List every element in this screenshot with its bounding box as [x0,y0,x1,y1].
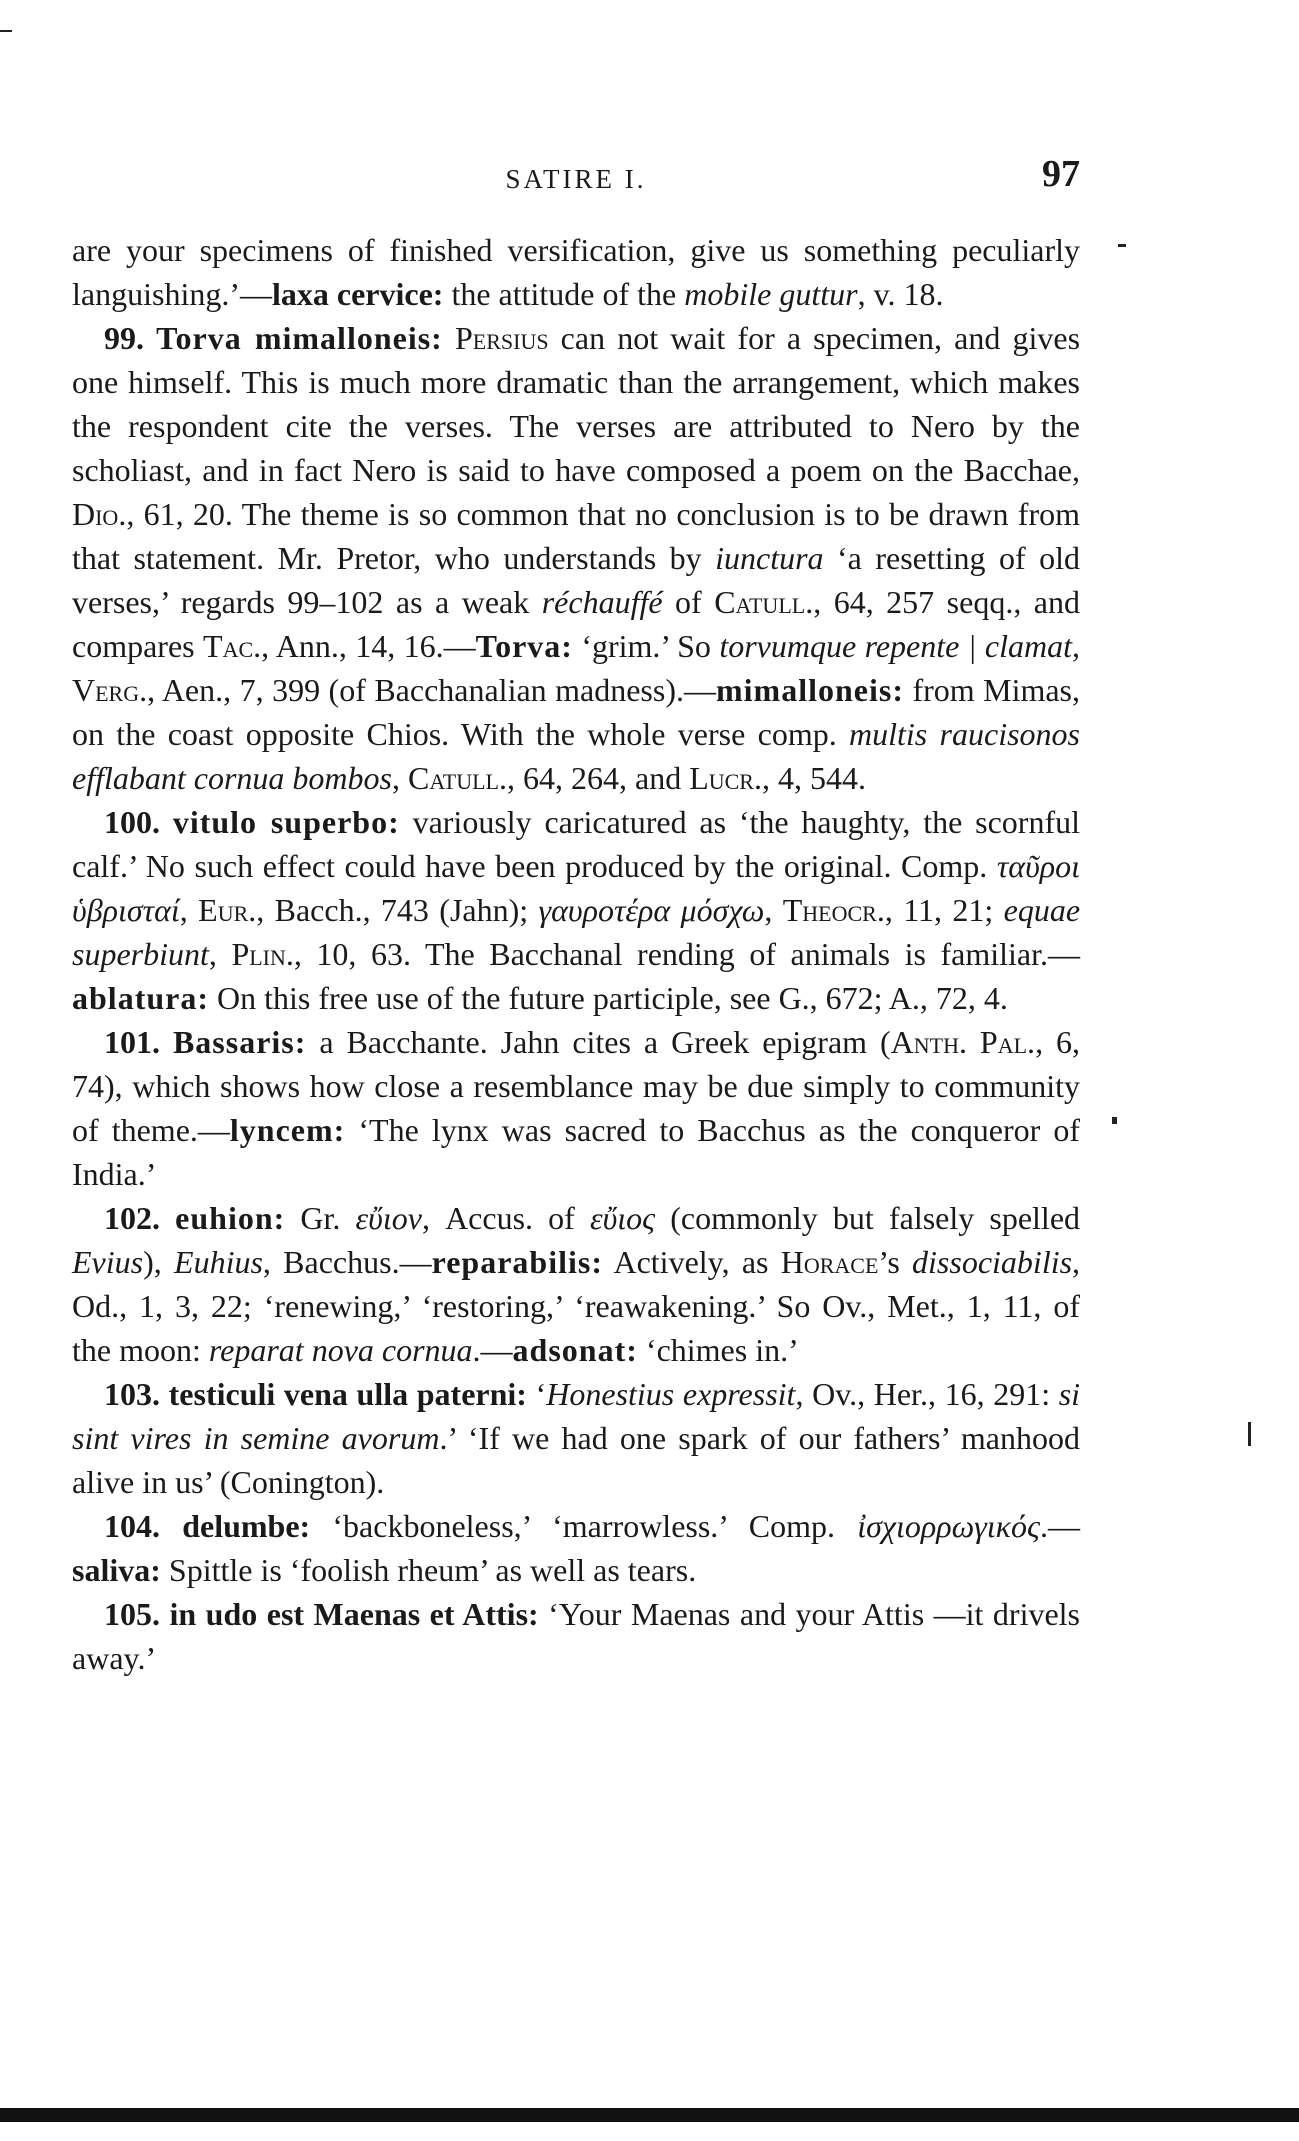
text-run: Actively, as [602,1244,781,1280]
author-name: Theocr. [782,892,885,928]
lemma: euhion: [175,1200,286,1236]
running-head [72,150,1080,200]
greek-citation: ἰσχιορρωγικός [857,1508,1041,1544]
note-number: 104. [104,1508,160,1544]
text-run: , Ann., 14, 16.— [261,628,476,664]
author-name: Catull. [714,584,814,620]
note-number: 99. [104,320,144,356]
text-run: ‘The lynx was sacred to Bacchus as the conqueror of India.’ [72,1112,1081,1192]
text-run: , 61, 20. The theme is so common that no conclusion is to be drawn from that statement. Mr. Pretor, who understands by [72,496,1080,576]
text-run: Spittle is ‘foolish rheum’ as well as tears. [160,1552,697,1588]
text-run: .— [1040,1508,1081,1544]
text-run: ’s [878,1244,913,1280]
note-103 [72,1372,1080,1504]
text-run: , v. 18. [857,276,944,312]
text-run: , 11, 21; [884,892,1004,928]
continued-paragraph [72,228,1080,316]
citation: dissociabilis [912,1244,1073,1280]
note-105 [72,1592,1080,1680]
lemma: lyncem: [229,1112,346,1148]
text-run: the attitude of the [443,276,685,312]
citation: Euhius [174,1244,263,1280]
text-run: are your specimens of finished versification, give us something peculiarly languishing.’— [72,232,1080,312]
author-name: Lucr. [689,760,762,796]
text-run: (commonly but falsely spelled [655,1200,1081,1236]
lemma: testiculi vena ulla paterni: [168,1376,527,1412]
text-run: from Mimas, on the coast opposite Chios. With the whole verse comp. [72,672,1080,752]
text-run: , 10, 63. The Bacchanal rending of animals is familiar.— [293,936,1081,972]
text-run: .— [472,1332,513,1368]
author-name: Dio. [72,496,127,532]
text-run: , [208,936,232,972]
margin-mark [0,30,12,32]
author-name: Catull. [407,760,507,796]
citation: Evius [72,1244,144,1280]
text-run: Gr. [285,1200,356,1236]
text-run: , 6, 74), which shows how close a resemblance may be due simply to community of theme.— [72,1024,1081,1148]
note-99 [72,316,1080,800]
lemma: Torva: [475,628,573,664]
text-run: On this free use of the future participle, see G., 672; A., 72, 4. [209,980,1008,1016]
text-run: , 64, 257 seqq., and compares [72,584,1081,664]
author-name: Anth. Pal. [890,1024,1036,1060]
text-run: , Ov., Her., 16, 291: [795,1376,1059,1412]
author-name: Persius [454,320,549,356]
lemma: adsonat: [512,1332,638,1368]
author-name: Horace [780,1244,879,1280]
text-run: , Bacchus.— [262,1244,432,1280]
greek-citation: εὔιος [589,1200,656,1236]
citation: si sint vires in semine avorum [72,1376,1081,1456]
author-name: Plin. [231,936,294,972]
citation: mobile guttur [684,276,858,312]
greek-citation: γαυροτέρα μόσχω [538,892,765,928]
text-run: , Aen., 7, 399 (of Bacchanalian madness).— [147,672,716,708]
running-title: SATIRE I. [505,164,647,194]
citation: réchauffé [541,584,663,620]
citation: equae superbiunt [72,892,1081,972]
author-name: Eur. [198,892,257,928]
text-run: .’ ‘If we had one spark of our fathers’ manhood alive in us’ (Conington). [72,1420,1081,1500]
lemma: saliva: [72,1552,161,1588]
page-number: 97 [1042,153,1080,195]
text-run: ‘backboneless,’ ‘marrowless.’ Comp. [310,1508,858,1544]
text-run: , Accus. of [421,1200,590,1236]
text-run: , [764,892,783,928]
note-101 [72,1020,1080,1196]
text-run: ‘ [526,1376,547,1412]
citation: torvumque repente | clamat [719,628,1073,664]
citation: reparat nova cornua [208,1332,473,1368]
text-run: ), [143,1244,175,1280]
note-number: 105. [104,1596,160,1632]
text-run: , 4, 544. [761,760,866,796]
lemma: vitulo superbo: [172,804,400,840]
note-number: 100. [104,804,160,840]
note-number: 101. [104,1024,160,1060]
text-run: ‘chimes in.’ [637,1332,799,1368]
lemma: delumbe: [182,1508,311,1544]
text-run: , Bacch., 743 (Jahn); [256,892,539,928]
citation: iunctura [715,540,824,576]
greek-citation: εὔιον [355,1200,422,1236]
author-name: Tac. [203,628,262,664]
citation: multis raucisonos efflabant cornua bombos [72,716,1081,796]
commentary-text [72,228,1080,1680]
lemma: ablatura: [72,980,209,1016]
bottom-rule [0,2108,1299,2122]
text-run: of [662,584,715,620]
lemma: mimalloneis: [715,672,904,708]
text-run: a Bacchante. Jahn cites a Greek epigram ( [306,1024,891,1060]
margin-mark [1112,1117,1117,1124]
text-run: , [179,892,199,928]
text-run: , 64, 264, and [506,760,690,796]
lemma: laxa cervice: [271,276,444,312]
text-run: , [1072,628,1081,664]
greek-citation: ταῦροι ὑβρισταί [72,848,1080,928]
note-number: 102. [104,1200,160,1236]
note-102 [72,1196,1080,1372]
citation: Honestius expressit [546,1376,796,1412]
margin-mark [1118,244,1126,247]
note-104 [72,1504,1080,1592]
lemma: reparabilis: [431,1244,603,1280]
text-run: can not wait for a specimen, and gives one himself. This is much more dramatic than the arrangement, which makes the respondent cite the verses. The verses are attributed to Nero by the scholiast, and in fact Nero is said to have composed a poem on the Bacchae, [72,320,1081,488]
lemma: in udo est Maenas et Attis: [169,1596,539,1632]
text-run: ‘grim.’ So [572,628,720,664]
author-name: Verg. [72,672,148,708]
text-run: ‘Your Maenas and your Attis —it drivels away.’ [72,1596,1080,1676]
note-100 [72,800,1080,1020]
text-run: , [391,760,408,796]
text-run: , Od., 1, 3, 22; ‘renewing,’ ‘restoring,’ ‘reawakening.’ So Ov., Met., 1, 11, of the moon: [72,1244,1081,1368]
lemma: Bassaris: [172,1024,307,1060]
margin-mark [1248,1422,1251,1446]
note-number: 103. [104,1376,160,1412]
text-run: ‘a resetting of old verses,’ regards 99–102 as a weak [72,540,1081,620]
lemma: Torva mimalloneis: [156,320,443,356]
text-run: variously caricatured as ‘the haughty, the scornful calf.’ No such effect could have been produced by the original. Comp. [72,804,1081,884]
